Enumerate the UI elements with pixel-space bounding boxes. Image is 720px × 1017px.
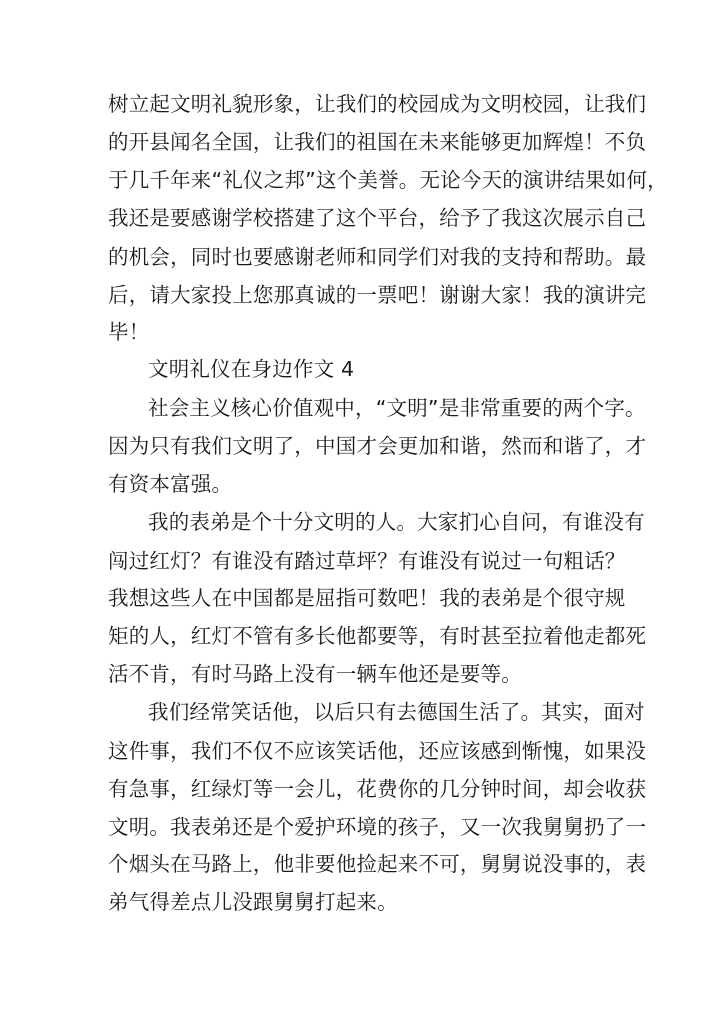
text-line: 闯过红灯？有谁没有踏过草坪？有谁没有说过一句粗话？ — [108, 549, 626, 573]
text-line: 我还是要感谢学校搭建了这个平台，给予了我这次展示自己 — [108, 206, 647, 230]
text-line: 毕！ — [108, 320, 150, 344]
text-line: 文明。我表弟还是个爱护环境的孩子，又一次我舅舅扔了一 — [108, 815, 647, 839]
text-line: 活不肯，有时马路上没有一辆车他还是要等。 — [108, 662, 522, 686]
text-line: 我的表弟是个十分文明的人。大家扪心自问，有谁没有 — [148, 510, 645, 534]
text-line: 于几千年来“礼仪之邦”这个美誉。无论今天的演讲结果如何， — [108, 168, 668, 192]
text-line: 因为只有我们文明了，中国才会更加和谐，然而和谐了，才 — [108, 434, 647, 458]
text-line: 后，请大家投上您那真诚的一票吧！谢谢大家！我的演讲完 — [108, 283, 647, 307]
text-line: 有资本富强。 — [108, 472, 233, 496]
section-heading: 文明礼仪在身边作文 4 — [148, 357, 355, 381]
text-line: 有急事，红绿灯等一会儿，花费你的几分钟时间，却会收获 — [108, 777, 647, 801]
text-line: 个烟头在马路上，他非要他捡起来不可，舅舅说没事的，表 — [108, 852, 647, 876]
text-line: 社会主义核心价值观中，“文明”是非常重要的两个字。 — [148, 396, 646, 420]
text-line: 弟气得差点儿没跟舅舅打起来。 — [108, 890, 398, 914]
text-line: 这件事，我们不仅不应该笑话他，还应该感到惭愧，如果没 — [108, 739, 647, 763]
text-line: 的机会，同时也要感谢老师和同学们对我的支持和帮助。最 — [108, 245, 647, 269]
text-line: 矩的人，红灯不管有多长他都要等，有时甚至拉着他走都死 — [108, 624, 647, 648]
text-line: 树立起文明礼貌形象，让我们的校园成为文明校园，让我们 — [108, 92, 647, 116]
text-line: 的开县闻名全国，让我们的祖国在未来能够更加辉煌！不负 — [108, 130, 647, 154]
text-line: 我们经常笑话他，以后只有去德国生活了。其实，面对 — [148, 700, 645, 724]
text-line: 我想这些人在中国都是屈指可数吧！我的表弟是个很守规 — [108, 586, 626, 610]
